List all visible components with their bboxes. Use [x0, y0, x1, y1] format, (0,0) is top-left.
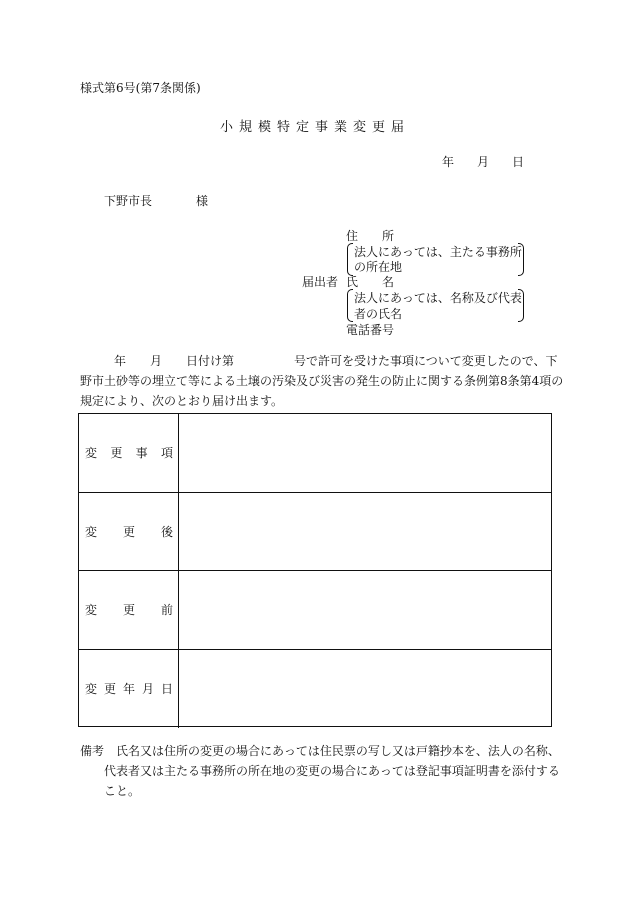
applicant-name-note: 法人にあっては、名称及び代表 — [354, 291, 522, 305]
table-row-change-date — [79, 650, 551, 729]
row-label-after-change: 変更後 — [85, 524, 173, 539]
name-note-bracket-right — [518, 289, 524, 322]
change-date-field[interactable] — [179, 650, 551, 729]
before-change-field[interactable] — [179, 571, 551, 649]
name-note-bracket-left — [347, 289, 353, 322]
row-label-change-date: 変更年月日 — [85, 682, 173, 697]
table-row-before-change — [79, 571, 551, 650]
date-month-label: 月 — [477, 155, 490, 169]
row-label-change-item: 変更事項 — [85, 446, 173, 461]
row-label-cell — [79, 414, 179, 492]
address-note-bracket-left — [347, 243, 353, 276]
row-label-cell — [79, 571, 179, 649]
body-line-3: 規定により、次のとおり届け出ます。 — [80, 394, 284, 408]
date-year-label: 年 — [442, 155, 455, 169]
applicant-address-label: 住 所 — [346, 229, 395, 243]
applicant-name-label: 氏 名 — [346, 275, 395, 289]
change-details-table — [78, 413, 552, 727]
addressee-honorific: 様 — [196, 194, 209, 208]
note-line-1: 備考 氏名又は住所の変更の場合にあっては住民票の写し又は戸籍抄本を、法人の名称、 — [80, 744, 560, 758]
applicant-address-note-cont: の所在地 — [354, 260, 403, 274]
note-line-3: こと。 — [104, 784, 141, 798]
after-change-field[interactable] — [179, 493, 551, 571]
row-label-cell — [79, 493, 179, 571]
table-row-after-change — [79, 493, 551, 572]
applicant-label: 届出者 — [302, 275, 339, 289]
note-line-2: 代表者又は主たる事務所の所在地の変更の場合にあっては登記事項証明書を添付する — [104, 764, 560, 778]
body-line-1: 年 月 日付け第 号で許可を受けた事項について変更したので、下 — [114, 354, 558, 368]
remarks-note — [80, 741, 560, 801]
row-label-before-change: 変更前 — [85, 603, 173, 618]
date-day-label: 日 — [512, 155, 525, 169]
applicant-name-note-cont: 者の氏名 — [354, 307, 403, 321]
row-label-cell — [79, 650, 179, 729]
table-row-change-item — [79, 414, 551, 493]
addressee-name: 下野市長 — [104, 194, 153, 208]
document-title: 小規模特定事業変更届 — [219, 120, 410, 135]
form-number: 様式第6号(第7条関係) — [80, 81, 201, 95]
applicant-phone-label: 電話番号 — [346, 323, 395, 337]
body-paragraph — [80, 351, 564, 411]
change-item-field[interactable] — [179, 414, 551, 492]
applicant-address-note: 法人にあっては、主たる事務所 — [354, 245, 522, 259]
address-note-bracket-right — [518, 243, 524, 276]
body-line-2: 野市土砂等の埋立て等による土壌の汚染及び災害の発生の防止に関する条例第8条第4項の — [80, 374, 564, 388]
